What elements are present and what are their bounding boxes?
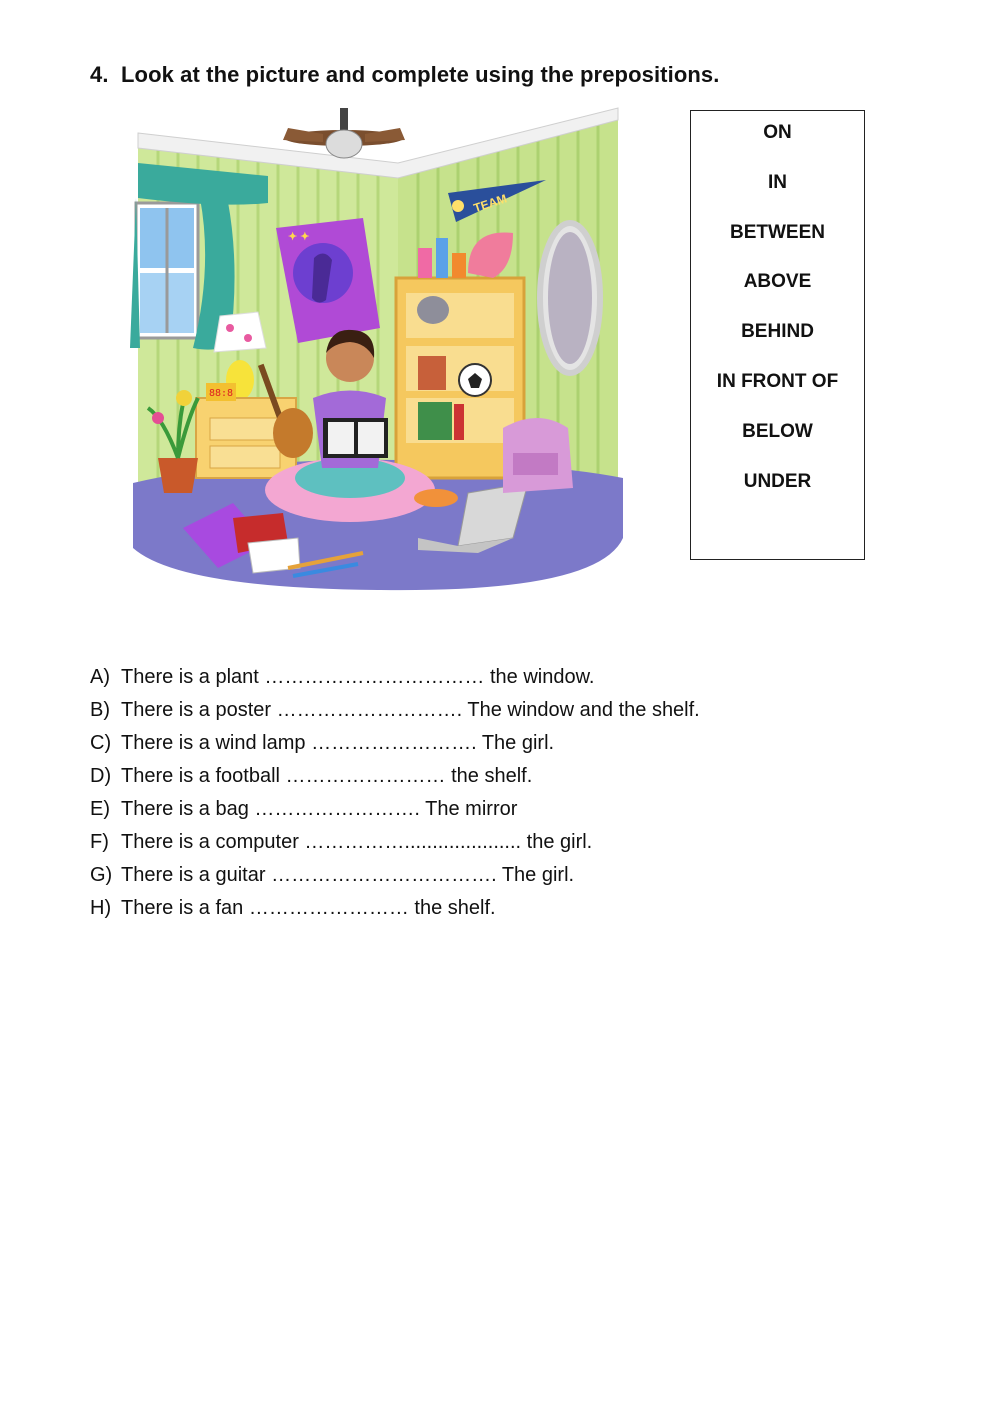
question-text: There is a poster ………………………. The window and the shelf. — [121, 699, 700, 721]
window — [136, 203, 198, 338]
question-item — [90, 695, 700, 728]
word-bank — [690, 110, 865, 560]
word-bank-item: ON — [763, 122, 792, 143]
question-letter: E) — [90, 798, 110, 820]
question-item — [90, 728, 700, 761]
mirror — [540, 223, 600, 373]
pennant-text: TEAM — [471, 191, 509, 216]
question-letter: H) — [90, 897, 112, 919]
question-item — [90, 761, 700, 794]
word-bank-item: UNDER — [743, 470, 812, 492]
question-letter: F) — [90, 831, 109, 853]
question-item — [90, 794, 700, 827]
question-text: There is a computer ……………..................... the girl. — [121, 831, 593, 853]
ceiling-fan — [283, 108, 405, 158]
question-letter: C) — [90, 732, 112, 754]
question-text: There is a plant …………………………… the window. — [121, 666, 595, 688]
question-list — [90, 662, 700, 926]
word-bank-item: BELOW — [742, 420, 813, 442]
exercise-instruction: Look at the picture and complete using the prepositions. — [121, 62, 720, 87]
exercise-number: 4. — [90, 62, 109, 87]
clock-display: 88:8 — [209, 388, 234, 399]
question-text: There is a football …………………… the shelf. — [121, 765, 533, 787]
svg-text:✦ ✦: ✦ ✦ — [288, 231, 310, 243]
question-item — [90, 860, 700, 893]
question-letter: B) — [90, 699, 110, 721]
question-letter: A) — [90, 666, 110, 688]
question-letter: G) — [90, 864, 113, 886]
question-text: There is a bag ……………………. The mirror — [121, 798, 518, 820]
bedroom-illustration — [118, 98, 638, 598]
question-text: There is a wind lamp ……………………. The girl. — [121, 732, 555, 754]
word-bank-item: ABOVE — [743, 271, 812, 293]
question-item — [90, 827, 700, 860]
word-bank-item: BEHIND — [741, 321, 814, 343]
word-bank-item: BETWEEN — [730, 221, 825, 243]
question-text: There is a guitar ……………………………. The girl. — [121, 864, 575, 886]
word-bank-item: IN — [768, 171, 787, 193]
snack-bowl — [414, 489, 458, 507]
backpack — [503, 418, 573, 493]
word-bank-item: IN FRONT OF — [716, 370, 839, 392]
question-text: There is a fan …………………… the shelf. — [121, 897, 496, 919]
question-letter: D) — [90, 765, 112, 787]
question-item — [90, 893, 700, 926]
exercise-heading — [90, 62, 719, 88]
question-item — [90, 662, 700, 695]
